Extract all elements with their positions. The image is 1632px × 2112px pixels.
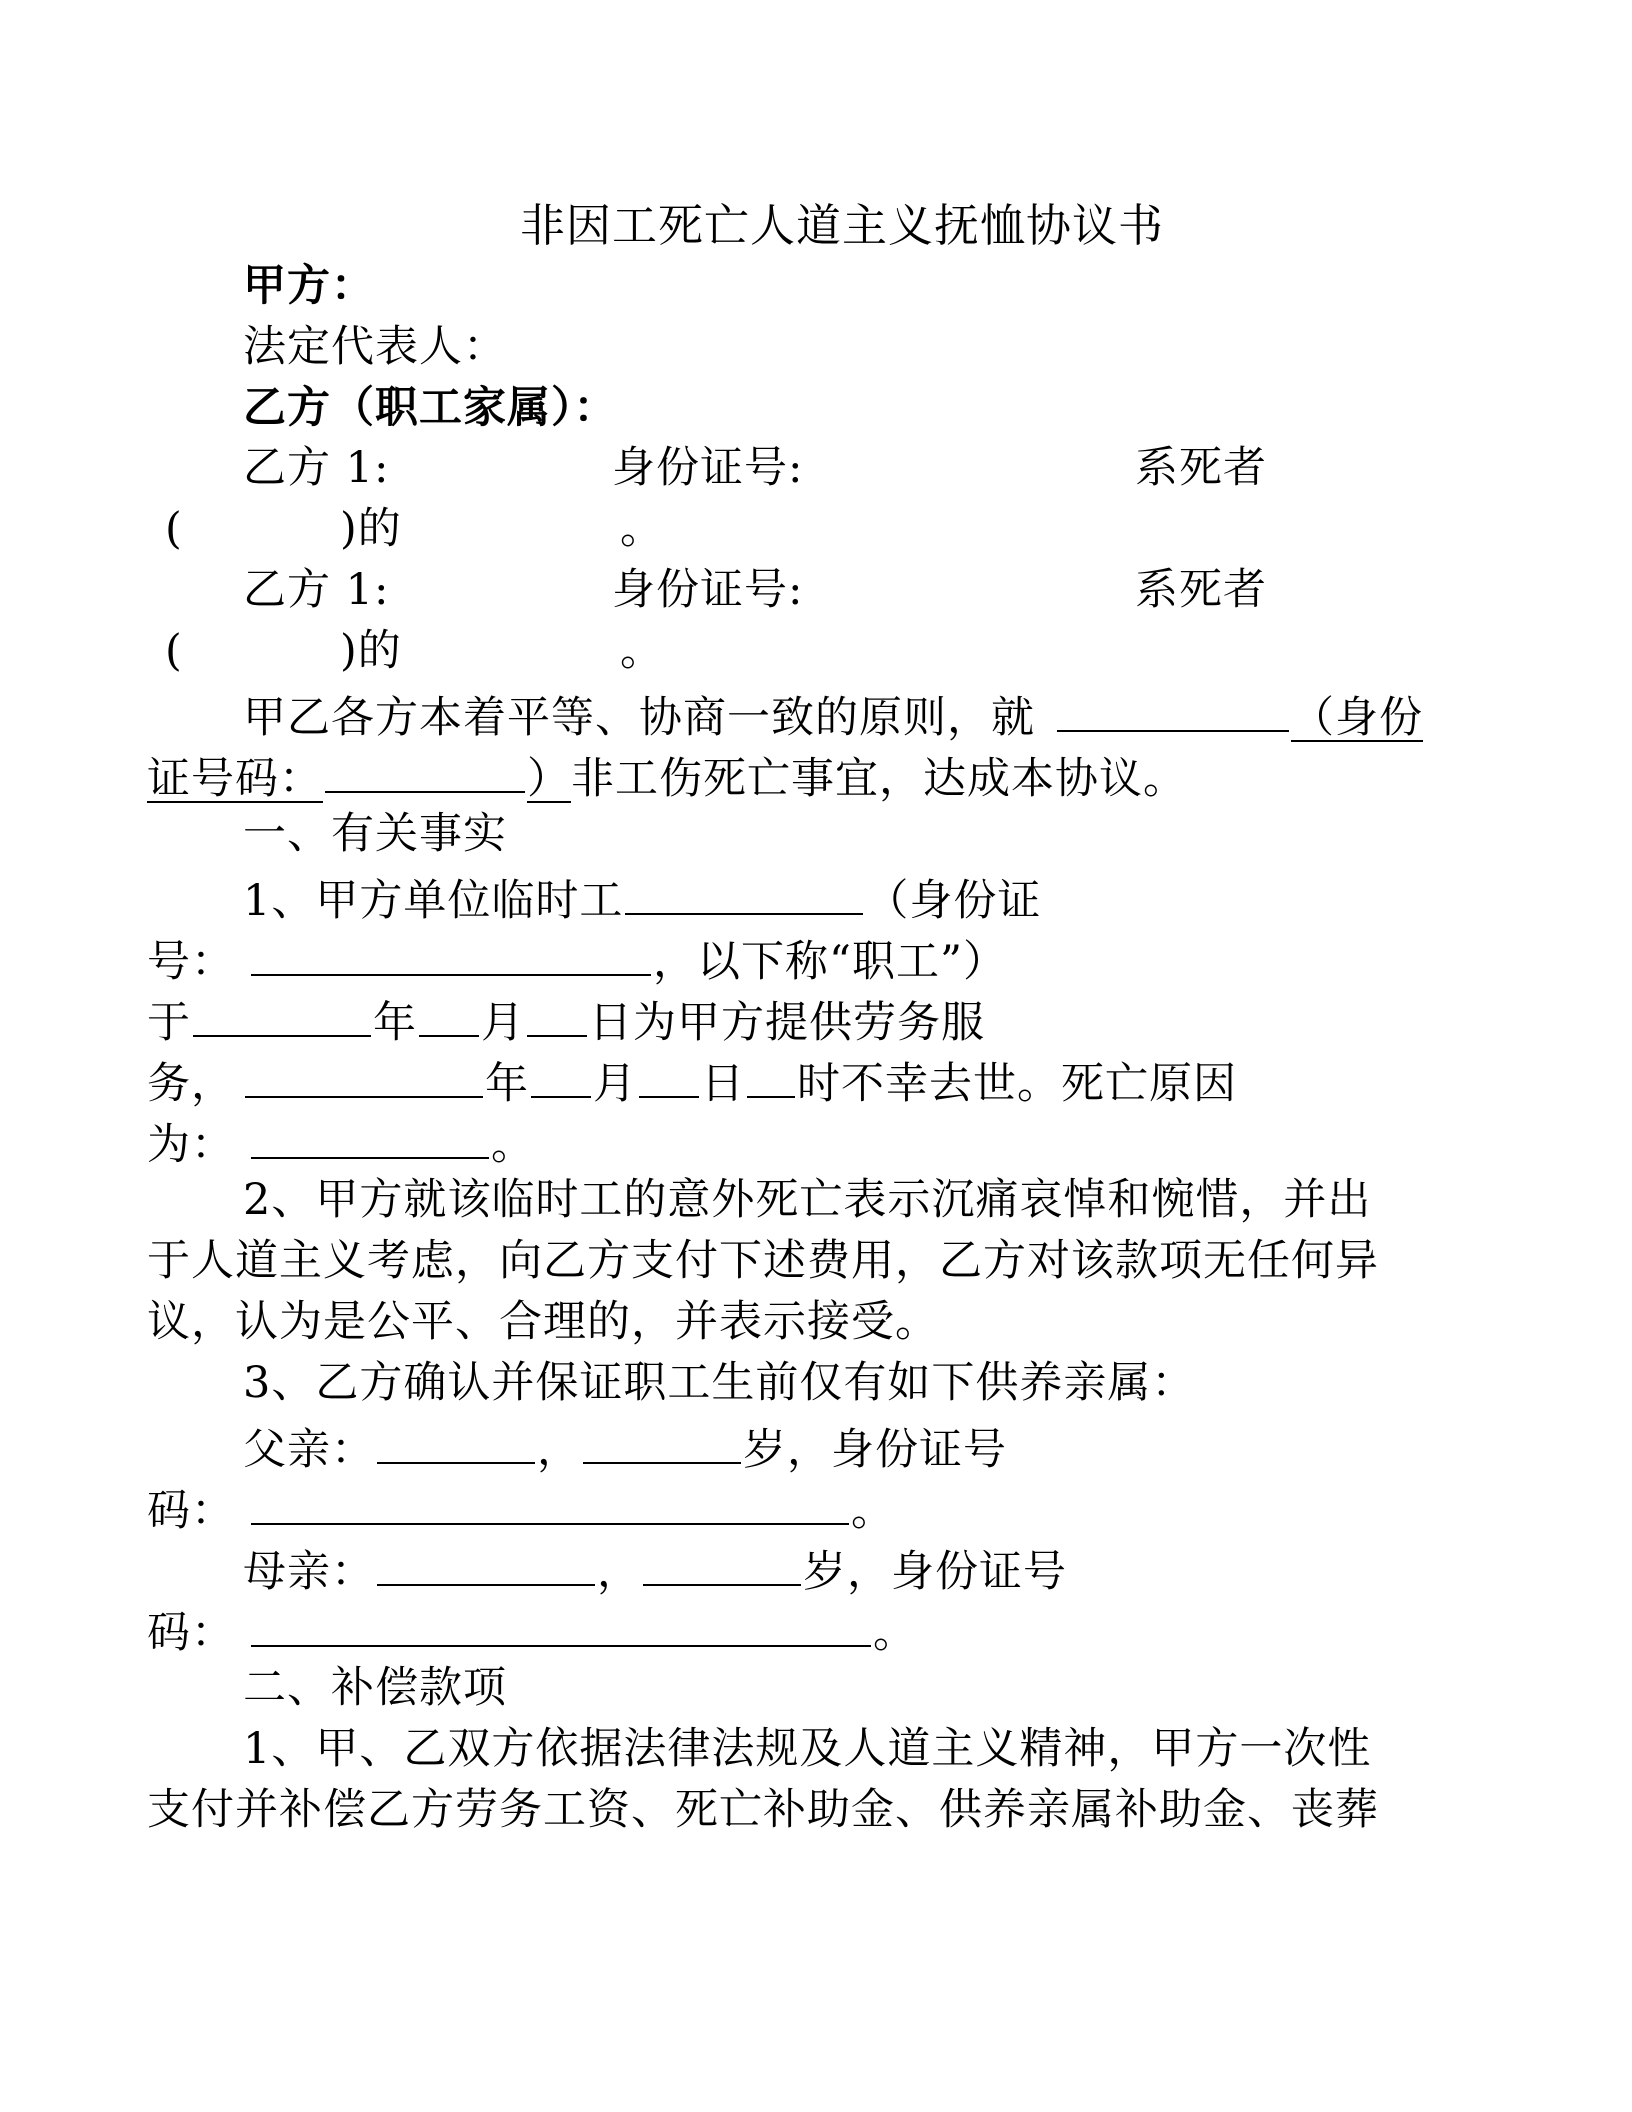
- intro-name-blank: [1057, 682, 1289, 732]
- party-b1-relation: 系死者: [1135, 443, 1267, 493]
- fact-1-text-e: 于: [147, 998, 191, 1048]
- fact-1-text-a: 1、甲方单位临时工: [243, 876, 624, 926]
- party-b2-paren-close: )的: [340, 626, 402, 676]
- father-code-label: 码：: [147, 1486, 235, 1536]
- party-b2-paren: (: [165, 626, 183, 676]
- mother-id-line: [147, 1597, 917, 1657]
- fact-1-text-o: 。: [491, 1120, 535, 1170]
- fact-1-line-5: [147, 1109, 535, 1169]
- mother-code-label: 码：: [147, 1608, 235, 1658]
- party-b1-id: 身份证号:: [612, 443, 804, 493]
- fact-1-text-g: 月: [481, 998, 525, 1048]
- document-title: 非因工死亡人道主义抚恤协议书: [520, 199, 1165, 252]
- section-2-heading: 二、补偿款项: [243, 1663, 507, 1713]
- death-year-blank: [245, 1048, 483, 1098]
- intro-line-2: [147, 743, 1187, 803]
- fact-1-line-2: [147, 926, 1007, 986]
- fact-1-text-h: 日为甲方提供劳务服: [589, 998, 985, 1048]
- father-name-blank: [377, 1414, 535, 1464]
- fact-1-line-1: [243, 865, 1041, 925]
- death-hour-blank: [747, 1048, 795, 1098]
- party-b2-id: 身份证号:: [612, 565, 804, 615]
- fact-1-text-d: ，以下称“职工”）: [653, 937, 1007, 987]
- fact-2-line-2: 于人道主义考虑，向乙方支付下述费用，乙方对该款项无任何异: [147, 1236, 1379, 1286]
- father-id-line: [147, 1475, 895, 1535]
- fact-1-line-3: [147, 987, 985, 1047]
- start-day-blank: [527, 987, 587, 1037]
- fact-1-text-b: （身份证: [865, 876, 1042, 926]
- father-label: 父亲：: [243, 1425, 375, 1475]
- fact-1-text-c: 号：: [147, 937, 235, 987]
- mother-name-blank: [377, 1536, 595, 1586]
- fact-1-line-4: [147, 1048, 1237, 1108]
- start-month-blank: [419, 987, 479, 1037]
- fact-1-text-m: 时不幸去世。死亡原因: [797, 1059, 1237, 1109]
- worker-id-blank: [251, 926, 651, 976]
- death-day-blank: [639, 1048, 699, 1098]
- party-a-label: 甲方：: [243, 261, 375, 311]
- party-b-label: 乙方（职工家属）：: [243, 383, 618, 433]
- mother-age-blank: [643, 1536, 801, 1586]
- intro-text-4: ）: [527, 754, 571, 804]
- fact-3-line-1: 3、乙方确认并保证职工生前仅有如下供养亲属：: [243, 1358, 1196, 1408]
- fact-1-text-k: 月: [593, 1059, 637, 1109]
- party-b1-end: 。: [620, 504, 664, 554]
- party-b1-paren-close: )的: [340, 504, 402, 554]
- fact-1-text-j: 年: [485, 1059, 529, 1109]
- intro-text-1: 甲乙各方本着平等、协商一致的原则，就: [243, 693, 1035, 743]
- death-cause-blank: [251, 1109, 489, 1159]
- father-comma: ，: [537, 1425, 581, 1475]
- party-b2-end: 。: [620, 626, 664, 676]
- fact-1-text-i: 务，: [147, 1059, 235, 1109]
- compensation-line-2: 支付并补偿乙方劳务工资、死亡补助金、供养亲属补助金、丧葬: [147, 1785, 1379, 1835]
- worker-name-blank: [625, 865, 863, 915]
- party-b1-name: 乙方 1:: [243, 443, 390, 493]
- party-b1-paren: (: [165, 504, 183, 554]
- father-age-blank: [583, 1414, 741, 1464]
- intro-text-5: 非工伤死亡事宜，达成本协议。: [571, 754, 1187, 804]
- compensation-line-1: 1、甲、乙双方依据法律法规及人道主义精神，甲方一次性: [243, 1724, 1372, 1774]
- intro-text-2: （身份: [1291, 693, 1423, 743]
- mother-age-text: 岁，身份证号: [803, 1547, 1067, 1597]
- fact-2-line-3: 议，认为是公平、合理的，并表示接受。: [147, 1297, 939, 1347]
- father-line: [243, 1414, 1007, 1474]
- intro-id-blank: [325, 743, 525, 793]
- mother-id-blank: [251, 1597, 871, 1647]
- fact-1-text-f: 年: [373, 998, 417, 1048]
- intro-line-1: [243, 682, 1423, 742]
- father-age-text: 岁，身份证号: [743, 1425, 1007, 1475]
- start-year-blank: [193, 987, 371, 1037]
- section-1-heading: 一、有关事实: [243, 809, 507, 859]
- party-a-representative: 法定代表人：: [243, 322, 507, 372]
- death-month-blank: [531, 1048, 591, 1098]
- mother-id-end: 。: [873, 1608, 917, 1658]
- father-id-end: 。: [851, 1486, 895, 1536]
- mother-label: 母亲：: [243, 1547, 375, 1597]
- party-b2-relation: 系死者: [1135, 565, 1267, 615]
- fact-1-text-l: 日: [701, 1059, 745, 1109]
- father-id-blank: [251, 1475, 849, 1525]
- intro-text-3: 证号码：: [147, 754, 323, 804]
- party-b2-name: 乙方 1:: [243, 565, 390, 615]
- mother-comma: ，: [597, 1547, 641, 1597]
- fact-2-line-1: 2、甲方就该临时工的意外死亡表示沉痛哀悼和惋惜，并出: [243, 1175, 1372, 1225]
- fact-1-text-n: 为：: [147, 1120, 235, 1170]
- mother-line: [243, 1536, 1067, 1596]
